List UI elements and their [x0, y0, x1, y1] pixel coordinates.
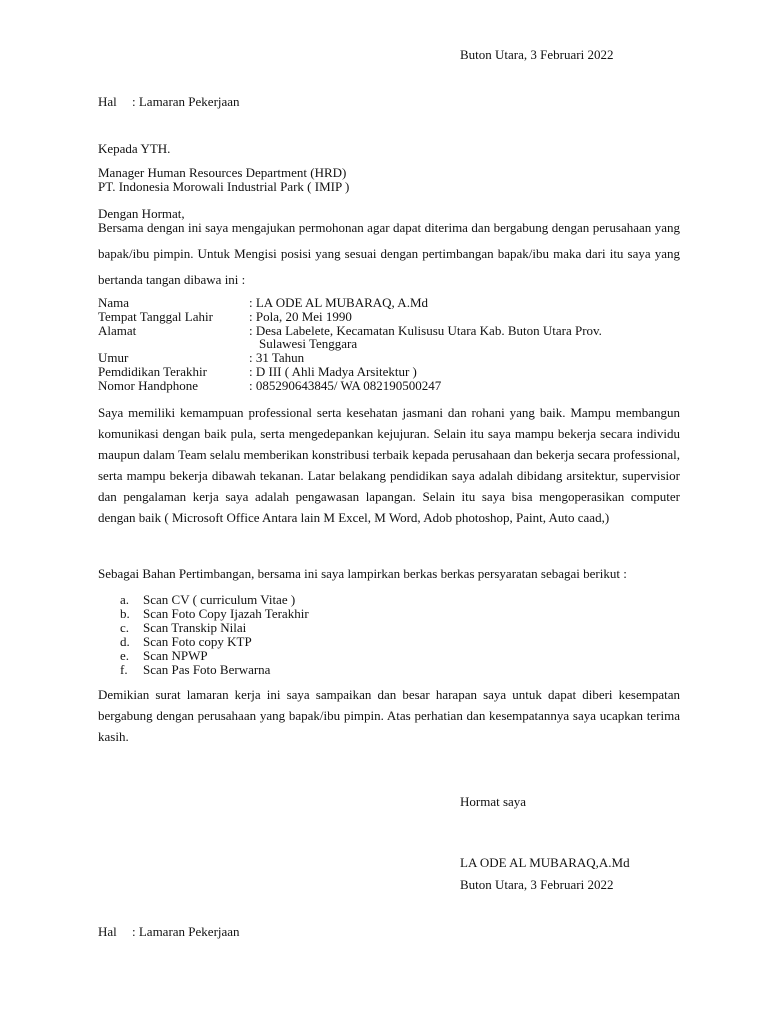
footer-subject-value: : Lamaran Pekerjaan: [132, 924, 240, 939]
list-text: Scan Foto Copy Ijazah Terakhir: [143, 606, 309, 621]
recipient-line-2: PT. Indonesia Morowali Industrial Park ( IMIP ): [98, 179, 350, 194]
list-text: Scan Foto copy KTP: [143, 634, 252, 649]
identity-label: Umur: [98, 350, 129, 365]
identity-row: [98, 379, 680, 393]
recipient-line-1: Manager Human Resources Department (HRD): [98, 165, 347, 180]
list-marker: c.: [120, 620, 130, 635]
closing-paragraph: Demikian surat lamaran kerja ini saya sampaikan dan besar harapan saya untuk dapat diberi kesempatan bergabung dengan perusahaan yang bapak/ibu pimpin. Atas perhatian dan kesempatannya saya ucapkan terima kasih.: [98, 687, 680, 744]
attachments-intro: Sebagai Bahan Pertimbangan, bersama ini saya lampirkan berkas berkas persyaratan sebagai berikut :: [98, 566, 627, 581]
list-marker: a.: [120, 592, 130, 607]
subject-value: : Lamaran Pekerjaan: [132, 94, 240, 109]
list-marker: f.: [120, 662, 128, 677]
identity-row: [98, 310, 680, 324]
footer-date: Buton Utara, 3 Februari 2022: [460, 877, 614, 892]
intro-paragraph: Bersama dengan ini saya mengajukan permohonan agar dapat diterima dan bergabung dengan perusahaan yang bapak/ibu pimpin. Untuk Mengisi posisi yang sesuai dengan pertimbangan bapak/ibu maka dari itu saya yang bertanda tangan dibawa ini :: [98, 220, 680, 287]
identity-row: [98, 351, 680, 365]
body-paragraph: Saya memiliki kemampuan professional serta kesehatan jasmani dan rohani yang baik. Mampu membangun komunikasi dengan baik pula, serta mengedepankan kejujuran. Selain itu saya mampu bekerja secara individu maupun dalam Team selalu memberikan konstribusi terbaik kepada perusahaan dan bekerja secara professional, serta mampu bekerja dibawah tekanan. Latar belakang pendidikan saya adalah dibidang arsitektur, supervisior dan pengalaman kerja saya adalah pengawasan lapangan. Selain itu saya bisa mengoperasikan computer dengan baik ( Microsoft Office Antara lain M Excel, M Word, Adob photoshop, Paint, Auto caad,): [98, 405, 680, 525]
identity-label: Pemdidikan Terakhir: [98, 364, 207, 379]
identity-row: [98, 365, 680, 379]
identity-row: [98, 337, 680, 351]
greeting: Dengan Hormat,: [98, 206, 185, 221]
footer-subject-label: Hal: [98, 924, 117, 939]
identity-value: : Desa Labelete, Kecamatan Kulisusu Utara Kab. Buton Utara Prov.: [249, 323, 602, 338]
identity-row: [98, 296, 680, 310]
identity-value: : LA ODE AL MUBARAQ, A.Md: [249, 295, 429, 310]
identity-row: [98, 324, 680, 338]
list-text: Scan CV ( curriculum Vitae ): [143, 592, 296, 607]
subject-label: Hal: [98, 94, 117, 109]
recipient-salutation: Kepada YTH.: [98, 141, 171, 156]
list-marker: b.: [120, 606, 130, 621]
identity-label: Nama: [98, 295, 130, 310]
list-text: Scan Transkip Nilai: [143, 620, 247, 635]
identity-value: : 085290643845/ WA 082190500247: [249, 378, 442, 393]
signoff: Hormat saya: [460, 794, 527, 809]
header-date: Buton Utara, 3 Februari 2022: [460, 47, 614, 62]
list-marker: d.: [120, 634, 130, 649]
signature-name: LA ODE AL MUBARAQ,A.Md: [460, 855, 630, 870]
identity-label: Tempat Tanggal Lahir: [98, 309, 213, 324]
identity-value: : Pola, 20 Mei 1990: [249, 309, 352, 324]
list-marker: e.: [120, 648, 130, 663]
list-text: Scan Pas Foto Berwarna: [143, 662, 271, 677]
identity-label: Nomor Handphone: [98, 378, 199, 393]
list-text: Scan NPWP: [143, 648, 208, 663]
identity-value: : D III ( Ahli Madya Arsitektur ): [249, 364, 417, 379]
identity-value: Sulawesi Tenggara: [259, 336, 358, 351]
identity-label: Alamat: [98, 323, 137, 338]
identity-value: : 31 Tahun: [249, 350, 305, 365]
